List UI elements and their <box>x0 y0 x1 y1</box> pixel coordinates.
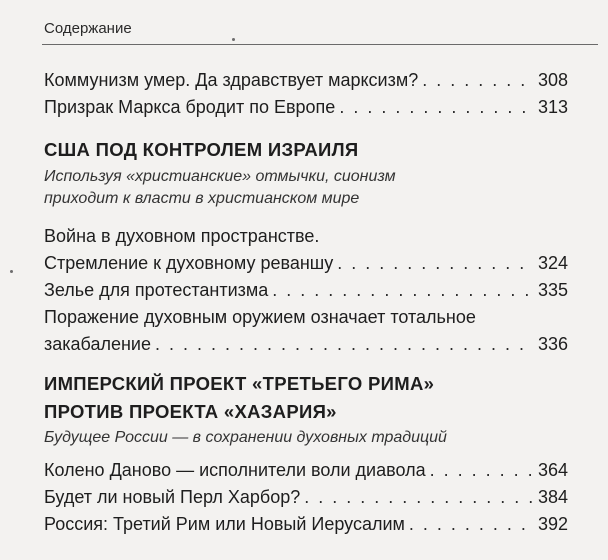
section-subtitle: Используя «христианские» отмычки, сионизм <box>44 168 396 185</box>
toc-entry-page: 308 <box>537 70 568 90</box>
toc-entry-page: 384 <box>537 487 568 507</box>
toc-leader-dots <box>155 332 534 356</box>
toc-entry <box>44 458 568 482</box>
toc-entry-page: 313 <box>537 97 568 117</box>
toc-entry <box>44 485 568 509</box>
toc-entry-page: 324 <box>537 253 568 273</box>
section-heading: США ПОД КОНТРОЛЕМ ИЗРАИЛЯ <box>44 139 359 160</box>
section-subtitle: Будущее России — в сохранении духовных традиций <box>44 429 447 446</box>
paper-speck <box>10 270 13 273</box>
toc-entry-page: 392 <box>537 514 568 534</box>
toc-leader-dots <box>339 95 534 119</box>
toc-leader-dots <box>304 485 534 509</box>
toc-entry-page: 364 <box>537 460 568 480</box>
toc-leader-dots <box>337 251 534 275</box>
toc-entry-title: Зелье для протестантизма <box>44 280 269 300</box>
section-subtitle: приходит к власти в христианском мире <box>44 190 360 207</box>
toc-entry-title: Призрак Маркса бродит по Европе <box>44 97 336 117</box>
toc-entry-title: Стремление к духовному реваншу <box>44 253 334 273</box>
toc-entry-title: Коммунизм умер. Да здравствует марксизм? <box>44 70 419 90</box>
toc-entry <box>44 68 568 92</box>
toc-entry-page: 336 <box>537 334 568 354</box>
toc-entry <box>44 278 568 302</box>
toc-leader-dots <box>409 512 534 536</box>
toc-entry <box>44 251 568 275</box>
toc-entry-title: Будет ли новый Перл Харбор? <box>44 487 301 507</box>
toc-entry-title: Колено Даново — исполнители воли диавола <box>44 460 426 480</box>
section-heading: ИМПЕРСКИЙ ПРОЕКТ «ТРЕТЬЕГО РИМА» <box>44 373 435 394</box>
paper-speck <box>232 38 235 41</box>
toc-entry-page: 335 <box>537 280 568 300</box>
header-rule <box>42 44 598 45</box>
toc-entry <box>44 332 568 356</box>
toc-entry <box>44 95 568 119</box>
toc-leader-dots <box>272 278 534 302</box>
toc-entry <box>44 512 568 536</box>
toc-entry-title: закабаление <box>44 334 151 354</box>
toc-leader-dots <box>430 458 534 482</box>
toc-entry-plain: Поражение духовным оружием означает тотальное <box>44 307 476 327</box>
toc-entry-title: Россия: Третий Рим или Новый Иерусалим <box>44 514 405 534</box>
toc-leader-dots <box>422 68 534 92</box>
toc-entry-plain: Война в духовном пространстве. <box>44 226 320 246</box>
section-heading: ПРОТИВ ПРОЕКТА «ХАЗАРИЯ» <box>44 401 337 422</box>
running-head: Содержание <box>44 20 132 37</box>
